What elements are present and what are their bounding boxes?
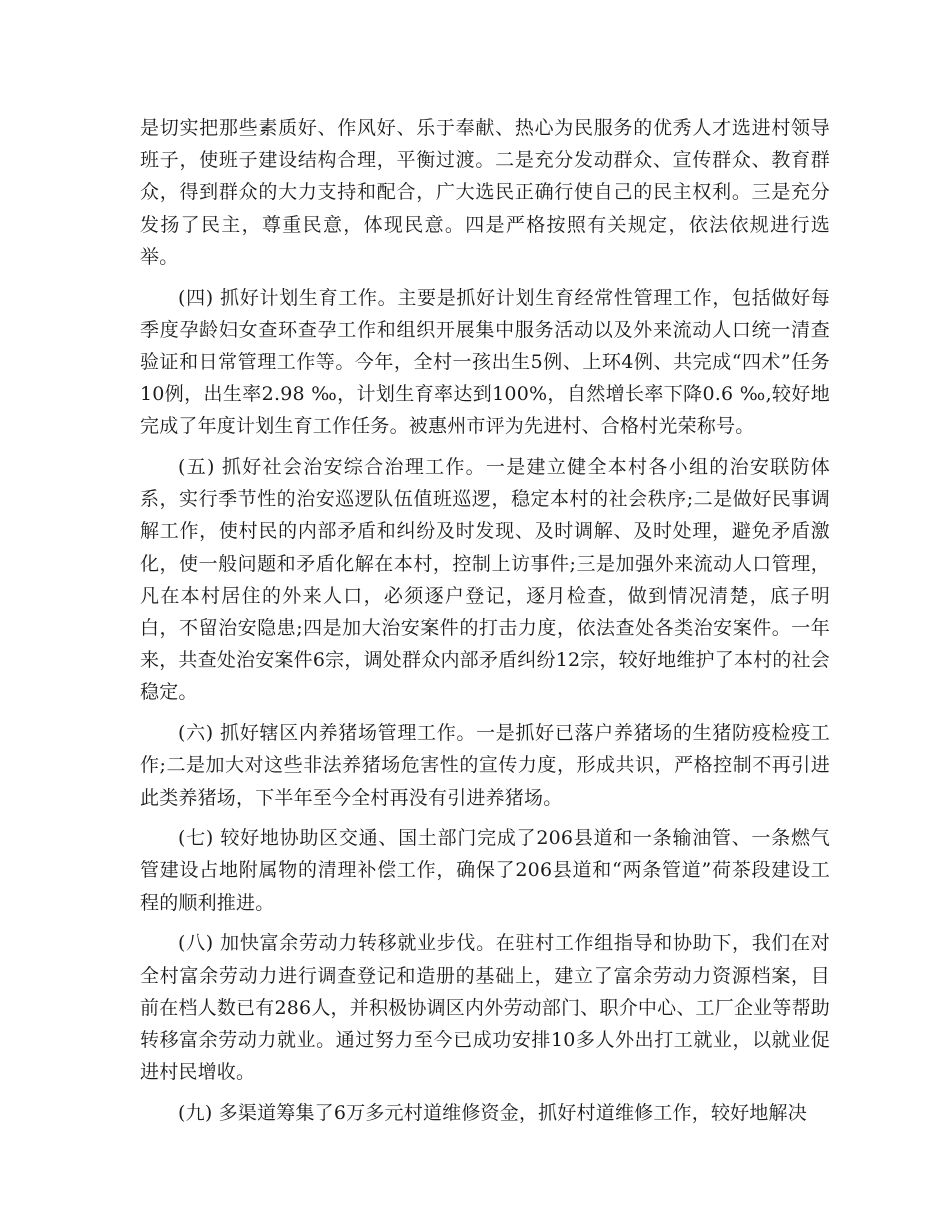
paragraph-pig-farms: (六) 抓好辖区内养猪场管理工作。一是抓好已落户养猪场的生猪防疫检疫工作;二是加大对这些非法养猪场危害性的宣传力度，形成共识，严格控制不再引进此类养猪场，下半年至今全村再没有引进养猪场。 — [140, 722, 830, 809]
paragraph-road-repair: (九) 多渠道筹集了6万多元村道维修资金，抓好村道维修工作，较好地解决 — [178, 1101, 807, 1124]
paragraph-public-security: (五) 抓好社会治安综合治理工作。一是建立健全本村各小组的治安联防体系，实行季节性的治安巡逻队伍值班巡逻，稳定本村的社会秩序;二是做好民事调解工作，使村民的内部矛盾和纠纷及时发现、及时调解、及时处理，避免矛盾激化，使一般问题和矛盾化解在本村，控制上访事件;三是加强外来流动人口管理，凡在本村居住的外来人口，必须逐户登记，逐月检查，做到情况清楚，底子明白，不留治安隐患;四是加大治安案件的打击力度，依法查处各类治安案件。一年来，共查处治安案件6宗，调处群众内部矛盾纠纷12宗，较好地维护了本村的社会稳定。 — [140, 456, 830, 704]
document-body — [140, 112, 830, 1138]
paragraph-election-continued: 是切实把那些素质好、作风好、乐于奉献、热心为民服务的优秀人才选进村领导班子，使班子建设结构合理，平衡过渡。二是充分发动群众、宣传群众、教育群众，得到群众的大力支持和配合，广大选民正确行使自己的民主权利。三是充分发扬了民主，尊重民意，体现民意。四是严格按照有关规定，依法依规进行选举。 — [140, 117, 830, 268]
paragraph-labor-transfer: (八) 加快富余劳动力转移就业步伐。在驻村工作组指导和协助下，我们在对全村富余劳动力进行调查登记和造册的基础上，建立了富余劳动力资源档案，目前在档人数已有286人，并积极协调区内外劳动部门、职介中心、工厂企业等帮助转移富余劳动力就业。通过努力至今已成功安排10多人外出打工就业，以就业促进村民增收。 — [140, 932, 830, 1084]
paragraph-road-pipeline: (七) 较好地协助区交通、国土部门完成了206县道和一条输油管、一条燃气管建设占地附属物的清理补偿工作，确保了206县道和“两条管道”荷茶段建设工程的顺利推进。 — [140, 827, 830, 914]
paragraph-family-planning: (四) 抓好计划生育工作。主要是抓好计划生育经常性管理工作，包括做好每季度孕龄妇女查环查孕工作和组织开展集中服务活动以及外来流动人口统一清查验证和日常管理工作等。今年，全村一孩出生5例、上环4例、共完成“四术”任务10例，出生率2.98 ‰，计划生育率达到100%，自然增长率下降0.6 ‰,较好地完成了年度计划生育工作任务。被惠州市评为先进村、合格村光荣称号。 — [140, 286, 830, 438]
